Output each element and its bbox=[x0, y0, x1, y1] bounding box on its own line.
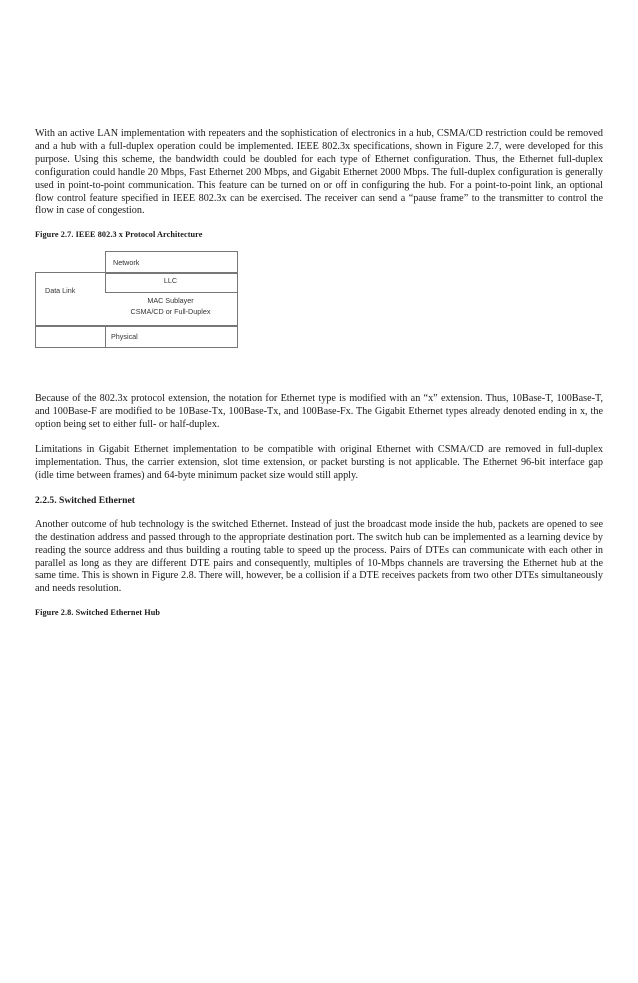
physical-divider bbox=[105, 325, 106, 348]
mac-mode-label: CSMA/CD or Full-Duplex bbox=[130, 307, 211, 317]
network-layer-label: Network bbox=[113, 258, 140, 268]
protocol-architecture-diagram bbox=[35, 251, 237, 355]
paragraph-full-duplex: With an active LAN implementation with repeaters and the sophistication of electronics in a hub, CSMA/CD restriction could be removed and a hub with a full-duplex operation could be implemented. IEEE 802.3x specifications, shown in Figure 2.7, were developed for this purpose. Using this scheme, the bandwidth could be doubled for each type of Ethernet configuration. Thus, the Ethernet full-duplex configuration could handle 20 Mbps, Fast Ethernet 200 Mbps, and Gigabit Ethernet 2000 Mbps. The full-duplex configuration is generally used in point-to-point communication. This feature can be turned on or off in configuring the hub. For a point-to-point link, an optional flow control feature specified in IEEE 802.3x can be exercised. The receiver can send a “pause frame” to the transmitter to control the flow in case of congestion. bbox=[35, 128, 603, 217]
paragraph-limitations: Limitations in Gigabit Ethernet implementation to be compatible with original Ethernet with CSMA/CD are removed in full-duplex implementation. Thus, the carrier extension, slot time extension, or packet bursting is not applicable. The Ethernet 96-bit interface gap (idle time between frames) and 64-byte minimum packet size would still apply. bbox=[35, 444, 603, 481]
paragraph-protocol-extension: Because of the 802.3x protocol extension, the notation for Ethernet type is modified with an “x” extension. Thus, 10Base-T, 100Base-T, and 100Base-F are modified to be 10Base-Tx, 100Base-Tx, and 100Base-Fx. The Gigabit Ethernet types already denoted ending in x, the option being set to either full- or half-duplex. bbox=[35, 393, 603, 431]
llc-sublayer-label: LLC bbox=[163, 276, 178, 286]
mac-sublayer-label: MAC Sublayer bbox=[147, 296, 194, 306]
figure-2-7-caption: Figure 2.7. IEEE 802.3 x Protocol Architecture bbox=[35, 230, 203, 240]
page-content bbox=[35, 128, 603, 629]
section-heading: 2.2.5. Switched Ethernet bbox=[35, 494, 135, 506]
paragraph-switched-ethernet: Another outcome of hub technology is the switched Ethernet. Instead of just the broadcast mode inside the hub, packets are opened to see the destination address and passed through to the appropriate destination port. The switch hub can be implemented as a learning device by reading the source address and thus building a routing table to speed up the process. Pairs of DTEs can communicate with each other in parallel as long as they are different DTE pairs and consequently, multiples of 10-Mbps channels are traversing the Ethernet hub at the same time. This is shown in Figure 2.8. There will, however, be a collision if a DTE receives packets from two other DTEs simultaneously and needs resolution. bbox=[35, 518, 603, 595]
data-link-label: Data Link bbox=[45, 286, 76, 296]
figure-2-8-caption: Figure 2.8. Switched Ethernet Hub bbox=[35, 608, 161, 618]
physical-layer-label: Physical bbox=[111, 332, 138, 342]
